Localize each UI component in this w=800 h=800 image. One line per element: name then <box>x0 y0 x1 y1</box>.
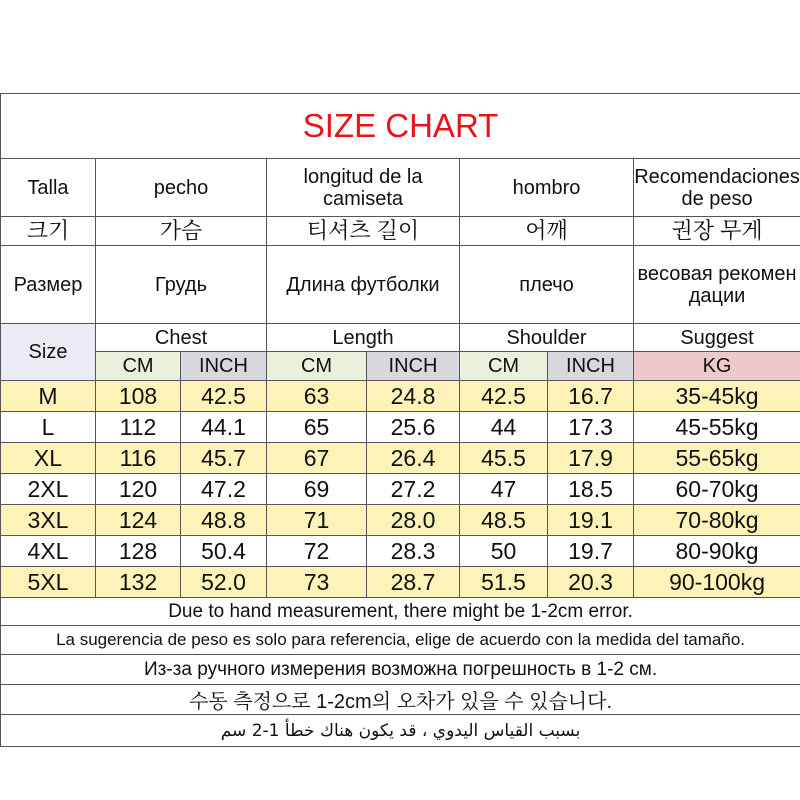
chart-title: SIZE CHART <box>1 94 800 159</box>
cell-length-inch: 28.3 <box>367 536 460 567</box>
unit-length-cm: CM <box>267 352 367 381</box>
cell-length-inch: 25.6 <box>367 412 460 443</box>
table-row <box>1 381 800 412</box>
header-length-ru: Длина футболки <box>267 246 460 324</box>
cell-chest-inch: 52.0 <box>181 567 267 598</box>
cell-weight: 55-65kg <box>634 443 800 474</box>
note-weight-es: La sugerencia de peso es solo para referencia, elige de acuerdo con la medida del tamaño. <box>1 626 800 655</box>
header-shoulder-ru: плечо <box>460 246 634 324</box>
unit-chest-cm: CM <box>96 352 181 381</box>
header-suggest-ko: 권장 무게 <box>634 217 800 246</box>
cell-size: M <box>1 381 96 412</box>
header-size-es: Talla <box>1 159 96 217</box>
header-chest-ko: 가슴 <box>96 217 267 246</box>
note-error-ar: بسبب القياس اليدوي ، قد يكون هناك خطأ 1-2 سم <box>1 715 800 747</box>
table-row <box>1 505 800 536</box>
table-row <box>1 474 800 505</box>
header-length-es: longitud de la camiseta <box>267 159 460 217</box>
header-size-en: Size <box>1 324 96 381</box>
header-length-ko: 티셔츠 길이 <box>267 217 460 246</box>
cell-length-inch: 24.8 <box>367 381 460 412</box>
header-suggest-en: Suggest <box>634 324 800 352</box>
cell-length-cm: 72 <box>267 536 367 567</box>
header-shoulder-es: hombro <box>460 159 634 217</box>
cell-shoulder-inch: 16.7 <box>548 381 634 412</box>
cell-length-cm: 65 <box>267 412 367 443</box>
cell-size: 2XL <box>1 474 96 505</box>
header-chest-en: Chest <box>96 324 267 352</box>
header-shoulder-en: Shoulder <box>460 324 634 352</box>
size-chart-table <box>0 93 800 747</box>
cell-weight: 60-70kg <box>634 474 800 505</box>
cell-chest-inch: 47.2 <box>181 474 267 505</box>
cell-shoulder-inch: 20.3 <box>548 567 634 598</box>
note-error-ru: Из-за ручного измерения возможна погрешность в 1-2 см. <box>1 655 800 685</box>
table-row <box>1 536 800 567</box>
cell-shoulder-inch: 19.7 <box>548 536 634 567</box>
header-size-ru: Размер <box>1 246 96 324</box>
cell-chest-cm: 108 <box>96 381 181 412</box>
header-size-ko: 크기 <box>1 217 96 246</box>
cell-length-inch: 28.7 <box>367 567 460 598</box>
cell-size: 5XL <box>1 567 96 598</box>
cell-chest-inch: 44.1 <box>181 412 267 443</box>
cell-length-cm: 67 <box>267 443 367 474</box>
cell-chest-cm: 128 <box>96 536 181 567</box>
cell-weight: 70-80kg <box>634 505 800 536</box>
cell-shoulder-cm: 44 <box>460 412 548 443</box>
cell-size: XL <box>1 443 96 474</box>
cell-chest-cm: 132 <box>96 567 181 598</box>
cell-chest-inch: 42.5 <box>181 381 267 412</box>
cell-length-cm: 63 <box>267 381 367 412</box>
cell-weight: 80-90kg <box>634 536 800 567</box>
cell-chest-inch: 50.4 <box>181 536 267 567</box>
cell-size: L <box>1 412 96 443</box>
cell-chest-cm: 120 <box>96 474 181 505</box>
cell-chest-cm: 124 <box>96 505 181 536</box>
unit-weight-kg: KG <box>634 352 800 381</box>
header-suggest-es: Recomendaciones de peso <box>634 159 800 217</box>
cell-size: 3XL <box>1 505 96 536</box>
cell-shoulder-cm: 51.5 <box>460 567 548 598</box>
cell-length-cm: 69 <box>267 474 367 505</box>
note-error-en: Due to hand measurement, there might be 1-2cm error. <box>1 598 800 626</box>
header-length-en: Length <box>267 324 460 352</box>
cell-shoulder-inch: 17.9 <box>548 443 634 474</box>
unit-shoulder-inch: INCH <box>548 352 634 381</box>
cell-size: 4XL <box>1 536 96 567</box>
cell-shoulder-cm: 50 <box>460 536 548 567</box>
cell-chest-cm: 112 <box>96 412 181 443</box>
cell-shoulder-cm: 48.5 <box>460 505 548 536</box>
cell-length-inch: 28.0 <box>367 505 460 536</box>
cell-shoulder-cm: 42.5 <box>460 381 548 412</box>
cell-length-inch: 26.4 <box>367 443 460 474</box>
table-row <box>1 567 800 598</box>
cell-shoulder-inch: 19.1 <box>548 505 634 536</box>
unit-shoulder-cm: CM <box>460 352 548 381</box>
header-chest-es: pecho <box>96 159 267 217</box>
note-error-ko: 수동 측정으로 1-2cm의 오차가 있을 수 있습니다. <box>1 685 800 715</box>
cell-length-cm: 73 <box>267 567 367 598</box>
header-shoulder-ko: 어깨 <box>460 217 634 246</box>
cell-shoulder-inch: 18.5 <box>548 474 634 505</box>
cell-chest-inch: 45.7 <box>181 443 267 474</box>
cell-chest-inch: 48.8 <box>181 505 267 536</box>
table-row <box>1 412 800 443</box>
cell-chest-cm: 116 <box>96 443 181 474</box>
cell-weight: 90-100kg <box>634 567 800 598</box>
cell-shoulder-cm: 45.5 <box>460 443 548 474</box>
table-row <box>1 443 800 474</box>
cell-shoulder-inch: 17.3 <box>548 412 634 443</box>
cell-length-inch: 27.2 <box>367 474 460 505</box>
header-suggest-ru: весовая рекомендации <box>634 246 800 324</box>
unit-chest-inch: INCH <box>181 352 267 381</box>
cell-length-cm: 71 <box>267 505 367 536</box>
unit-length-inch: INCH <box>367 352 460 381</box>
cell-weight: 35-45kg <box>634 381 800 412</box>
cell-shoulder-cm: 47 <box>460 474 548 505</box>
cell-weight: 45-55kg <box>634 412 800 443</box>
header-chest-ru: Грудь <box>96 246 267 324</box>
